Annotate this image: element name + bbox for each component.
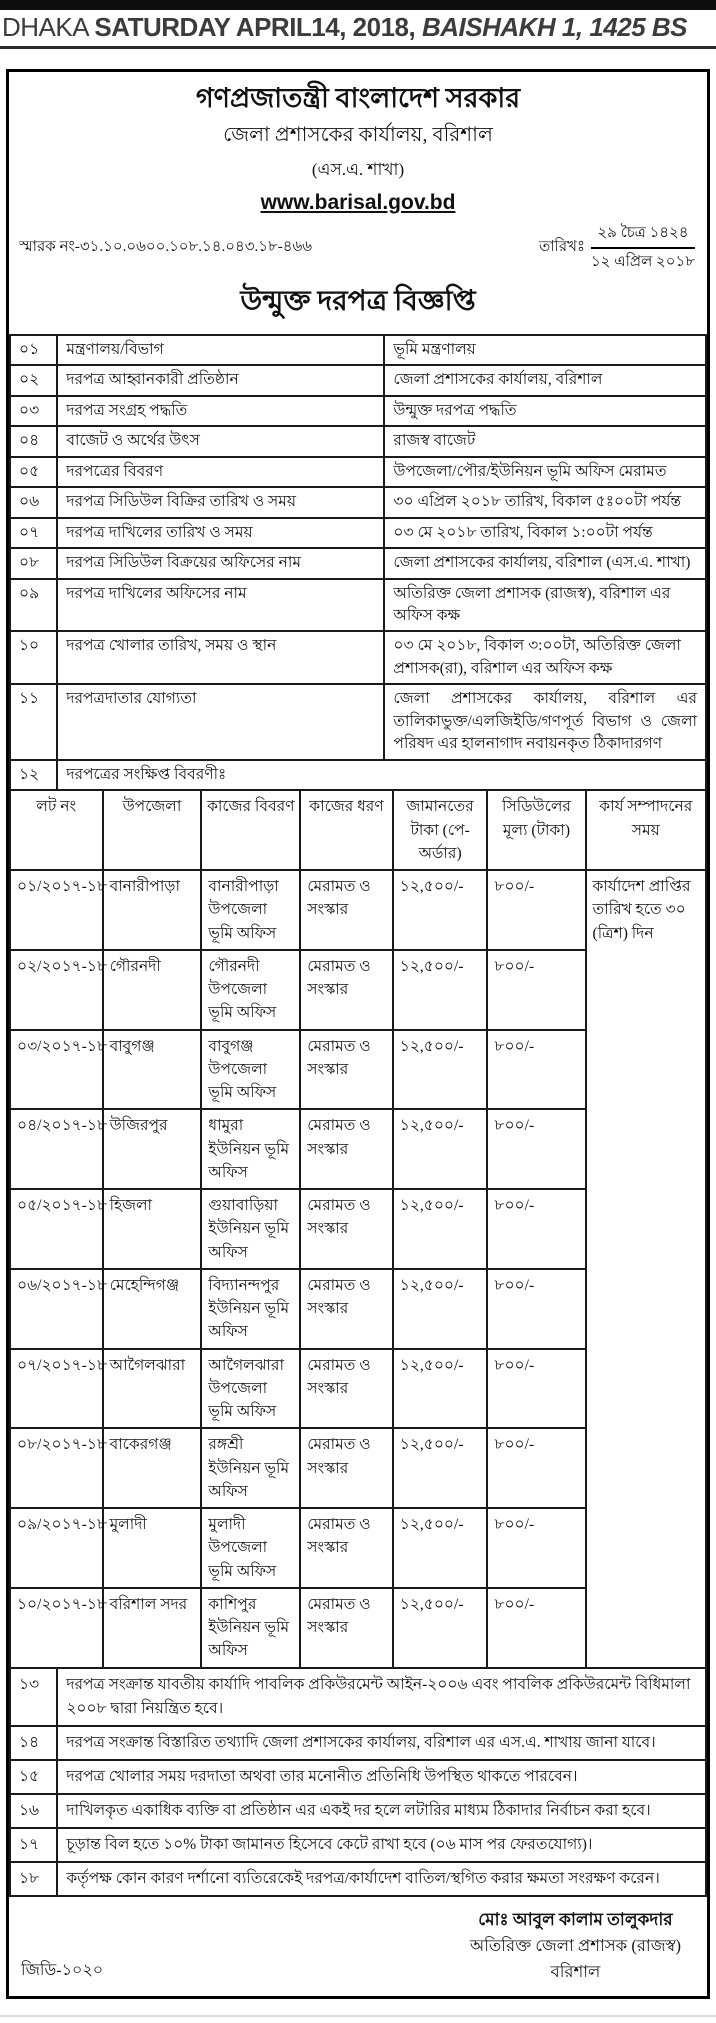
signatory-designation: অতিরিক্ত জেলা প্রশাসক (রাজস্ব) (469, 1935, 681, 1955)
row-label: দরপত্র আহ্বানকারী প্রতিষ্ঠান (57, 365, 384, 395)
signatory-name: মোঃ আবুল কালাম তালুকদার (478, 1909, 673, 1929)
tender-notice-document (6, 69, 710, 1999)
cell-upazila: বরিশাল সদর (103, 1588, 202, 1668)
cell-price: ৮০০/- (487, 1030, 585, 1110)
cell-price: ৮০০/- (487, 1109, 585, 1189)
cell-price: ৮০০/- (487, 1349, 585, 1429)
cell-security: ১২,৫০০/- (393, 950, 488, 1030)
header-schedule-price: সিডিউলের মূল্য (টাকা) (487, 790, 585, 870)
note-number: ১৬ (10, 1794, 57, 1828)
cell-upazila: মেহেন্দিগঞ্জ (103, 1269, 202, 1349)
cell-description: বাবুগঞ্জ উপজেলা ভূমি অফিস (201, 1030, 300, 1110)
row-value: জেলা প্রশাসকের কার্যালয়, বরিশাল (384, 365, 706, 395)
note-text: দরপত্র খোলার সময় দরদাতা অথবা তার মনোনীত প্রতিনিধি উপস্থিত থাকতে পারবেন। (57, 1760, 706, 1794)
row-value: ভূমি মন্ত্রণালয় (384, 335, 706, 365)
row-number: ১০ (10, 631, 57, 684)
cell-description: গুয়াবাড়িয়া ইউনিয়ন ভূমি অফিস (201, 1189, 300, 1269)
cell-upazila: আগৈলঝারা (103, 1349, 202, 1429)
cell-price: ৮০০/- (487, 1269, 585, 1349)
row-number: ০৯ (10, 579, 57, 632)
cell-work-type: মেরামত ও সংস্কার (300, 870, 393, 950)
cell-work-type: মেরামত ও সংস্কার (300, 1030, 393, 1110)
row-number: ১২ (10, 760, 57, 790)
notice-title: উন্মুক্ত দরপত্র বিজ্ঞপ্তি (240, 285, 476, 317)
cell-price: ৮০০/- (487, 950, 585, 1030)
table-row (10, 426, 706, 456)
row-value: ৩০ এপ্রিল ২০১৮ তারিখ, বিকাল ৫ঃ০০টা পর্যন্ত (384, 487, 706, 517)
cell-upazila: হিজলা (103, 1189, 202, 1269)
cell-description: ধামুরা ইউনিয়ন ভূমি অফিস (201, 1109, 300, 1189)
row-number: ০৭ (10, 518, 57, 548)
table-row (10, 870, 706, 950)
note-text: দরপত্র সংক্রান্ত যাবতীয় কার্যাদি পাবলিক প্রকিউরমেন্ট আইন-২০০৬ এবং পাবলিক প্রকিউরমেন্ট বিধিমালা ২০০৮ দ্বারা নিয়ন্ত্রিত হবে। (57, 1668, 706, 1726)
row-number: ০৩ (10, 396, 57, 426)
cell-work-type: মেরামত ও সংস্কার (300, 1508, 393, 1588)
row-number: ০১ (10, 335, 57, 365)
table-row (10, 457, 706, 487)
row-number: ১১ (10, 684, 57, 759)
cell-upazila: বানারীপাড়া (103, 870, 202, 950)
row-label: দরপত্র সিডিউল বিক্রির তারিখ ও সময় (57, 487, 384, 517)
gd-reference-number: জিডি-১০২০ (21, 1962, 104, 1980)
row-value: উন্মুক্ত দরপত্র পদ্ধতি (384, 396, 706, 426)
cell-lot-no: ০৫/২০১৭-১৮ (10, 1189, 103, 1269)
signatory-block (470, 1907, 681, 1984)
cell-work-type: মেরামত ও সংস্কার (300, 1588, 393, 1668)
cell-work-type: মেরামত ও সংস্কার (300, 1109, 393, 1189)
note-text: কর্তৃপক্ষ কোন কারণ দর্শানো ব্যতিরেকেই দরপত্র/কার্যাদেশ বাতিল/স্থগিত করার ক্ষমতা সংরক্ষণ করেন। (57, 1862, 706, 1896)
memo-date-row (9, 215, 707, 277)
cell-security: ১২,৫০০/- (393, 1428, 488, 1508)
cell-work-type: মেরামত ও সংস্কার (300, 1349, 393, 1429)
header-security-money: জামানতের টাকা (পে-অর্ডার) (393, 790, 488, 870)
date-block (539, 221, 695, 275)
date-fraction (591, 221, 695, 275)
note-text: দাখিলকৃত একাধিক ব্যক্তি বা প্রতিষ্ঠান এর একই দর হলে লটারির মাধ্যম ঠিকাদার নির্বাচন করা হবে। (57, 1794, 706, 1828)
page-bottom-divider (0, 2015, 716, 2023)
cell-lot-no: ০৭/২০১৭-১৮ (10, 1349, 103, 1429)
table-row (10, 548, 706, 578)
cell-work-type: মেরামত ও সংস্কার (300, 1269, 393, 1349)
table-row (10, 365, 706, 395)
cell-security: ১২,৫০০/- (393, 1109, 488, 1189)
masthead-city: DHAKA (2, 12, 88, 42)
row-label: বাজেট ও অর্থের উৎস (57, 426, 384, 456)
cell-price: ৮০০/- (487, 1508, 585, 1588)
row-value: উপজেলা/পৌর/ইউনিয়ন ভূমি অফিস মেরামত (384, 457, 706, 487)
note-text: চূড়ান্ত বিল হতে ১০% টাকা জামানত হিসেবে কেটে রাখা হবে (০৬ মাস পর ফেরতযোগ্য)। (57, 1828, 706, 1862)
table-row (10, 396, 706, 426)
row-label: দরপত্র খোলার তারিখ, সময় ও স্থান (57, 631, 384, 684)
cell-price: ৮০০/- (487, 1428, 585, 1508)
cell-upazila: বাকেরগঞ্জ (103, 1428, 202, 1508)
row-label: দরপত্রের সংক্ষিপ্ত বিবরণীঃ (57, 760, 706, 790)
cell-security: ১২,৫০০/- (393, 1269, 488, 1349)
cell-completion-time: কার্যাদেশ প্রাপ্তির তারিখ হতে ৩০ (ত্রিশ) দিন (586, 870, 706, 1668)
row-value: অতিরিক্ত জেলা প্রশাসক (রাজস্ব), বরিশাল এর অফিস কক্ষ (384, 579, 706, 632)
office-name: জেলা প্রশাসকের কার্যালয়, বরিশাল (223, 123, 493, 146)
conditions-table (9, 1667, 707, 1897)
table-row (10, 1862, 706, 1896)
row-number: ০৬ (10, 487, 57, 517)
signature-area (9, 1897, 707, 1996)
top-black-bar (0, 0, 716, 10)
table-header-row (10, 790, 706, 870)
row-label: দরপত্রের বিবরণ (57, 457, 384, 487)
row-number: ০৫ (10, 457, 57, 487)
cell-description: কাশিপুর ইউনিয়ন ভূমি অফিস (201, 1588, 300, 1668)
cell-price: ৮০০/- (487, 1189, 585, 1269)
cell-lot-no: ০৪/২০১৭-১৮ (10, 1109, 103, 1189)
row-value: জেলা প্রশাসকের কার্যালয়, বরিশাল এর তালিকাভুক্ত/এলজিইডি/গণপূর্ত বিভাগ ও জেলা পরিষদ এর হালনাগাদ নবায়নকৃত ঠিকাদারগণ (384, 684, 706, 759)
cell-description: গৌরনদী উপজেলা ভূমি অফিস (201, 950, 300, 1030)
signatory-district: বরিশাল (550, 1961, 601, 1981)
cell-work-type: মেরামত ও সংস্কার (300, 950, 393, 1030)
note-number: ১৭ (10, 1828, 57, 1862)
note-text: দরপত্র সংক্রান্ত বিস্তারিত তথ্যাদি জেলা প্রশাসকের কার্যালয়, বরিশাল এর এস.এ. শাখায় জানা যাবে। (57, 1726, 706, 1760)
table-row (10, 631, 706, 684)
row-value: রাজস্ব বাজেট (384, 426, 706, 456)
cell-lot-no: ০৯/২০১৭-১৮ (10, 1508, 103, 1588)
cell-lot-no: ০১/২০১৭-১৮ (10, 870, 103, 950)
cell-security: ১২,৫০০/- (393, 1508, 488, 1588)
cell-upazila: মুলাদী (103, 1508, 202, 1588)
row-number: ০৮ (10, 548, 57, 578)
cell-work-type: মেরামত ও সংস্কার (300, 1428, 393, 1508)
cell-security: ১২,৫০০/- (393, 1588, 488, 1668)
newspaper-masthead (0, 10, 716, 49)
table-row (10, 1726, 706, 1760)
cell-price: ৮০০/- (487, 870, 585, 950)
branch-name: (এস.এ. শাখা) (311, 159, 405, 179)
row-label: দরপত্র সংগ্রহ পদ্ধতি (57, 396, 384, 426)
table-row (10, 335, 706, 365)
date-label: তারিখঃ (538, 239, 585, 256)
cell-security: ১২,৫০০/- (393, 870, 488, 950)
masthead-date-en: SATURDAY APRIL14, 2018, (94, 12, 416, 42)
cell-lot-no: ০৩/২০১৭-১৮ (10, 1030, 103, 1110)
lot-details-table (9, 789, 707, 1668)
cell-work-type: মেরামত ও সংস্কার (300, 1189, 393, 1269)
header-completion-time: কার্য সম্পাদনের সময় (586, 790, 706, 870)
date-bangla-calendar: ২৯ চৈত্র ১৪২৪ (591, 221, 695, 249)
cell-upazila: বাবুগঞ্জ (103, 1030, 202, 1110)
table-row (10, 1828, 706, 1862)
table-row (10, 684, 706, 759)
table-row (10, 1794, 706, 1828)
table-row (10, 760, 706, 790)
header-work-description: কাজের বিবরণ (201, 790, 300, 870)
cell-lot-no: ১০/২০১৭-১৮ (10, 1588, 103, 1668)
cell-upazila: গৌরনদী (103, 950, 202, 1030)
table-row (10, 1760, 706, 1794)
row-value: ০৩ মে ২০১৮ তারিখ, বিকাল ১:০০টা পর্যন্ত (384, 518, 706, 548)
table-row (10, 579, 706, 632)
cell-security: ১২,৫০০/- (393, 1030, 488, 1110)
row-label: দরপত্র দাখিলের অফিসের নাম (57, 579, 384, 632)
table-row (10, 1668, 706, 1726)
date-gregorian-calendar: ১২ এপ্রিল ২০১৮ (590, 253, 695, 270)
government-title: গণপ্রজাতন্ত্রী বাংলাদেশ সরকার (195, 83, 521, 113)
tender-info-table (9, 334, 707, 792)
cell-description: আগৈলঝারা উপজেলা ভূমি অফিস (201, 1349, 300, 1429)
row-number: ০৪ (10, 426, 57, 456)
cell-lot-no: ০৬/২০১৭-১৮ (10, 1269, 103, 1349)
row-number: ০২ (10, 365, 57, 395)
header-lot-no: লট নং (10, 790, 103, 870)
row-label: দরপত্র সিডিউল বিক্রয়ের অফিসের নাম (57, 548, 384, 578)
cell-description: বিদ্যানন্দপুর ইউনিয়ন ভূমি অফিস (201, 1269, 300, 1349)
header-upazila: উপজেলা (103, 790, 202, 870)
cell-description: রঙ্গশ্রী ইউনিয়ন ভূমি অফিস (201, 1428, 300, 1508)
table-row (10, 487, 706, 517)
cell-lot-no: ০২/২০১৭-১৮ (10, 950, 103, 1030)
cell-upazila: উজিরপুর (103, 1109, 202, 1189)
cell-price: ৮০০/- (487, 1588, 585, 1668)
cell-description: বানারীপাড়া উপজেলা ভূমি অফিস (201, 870, 300, 950)
row-label: দরপত্রদাতার যোগ্যতা (57, 684, 384, 759)
cell-security: ১২,৫০০/- (393, 1189, 488, 1269)
table-row (10, 518, 706, 548)
cell-lot-no: ০৮/২০১৭-১৮ (10, 1428, 103, 1508)
note-number: ১৪ (10, 1726, 57, 1760)
note-number: ১৮ (10, 1862, 57, 1896)
cell-security: ১২,৫০০/- (393, 1349, 488, 1429)
website-url: www.barisal.gov.bd (260, 190, 456, 214)
masthead-date-bs: BAISHAKH 1, 1425 BS (421, 12, 688, 42)
row-label: দরপত্র দাখিলের তারিখ ও সময় (57, 518, 384, 548)
row-label: মন্ত্রণালয়/বিভাগ (57, 335, 384, 365)
row-value: জেলা প্রশাসকের কার্যালয়, বরিশাল (এস.এ. শাখা) (384, 548, 706, 578)
note-number: ১৩ (10, 1668, 57, 1726)
header-work-type: কাজের ধরণ (300, 790, 393, 870)
note-number: ১৫ (10, 1760, 57, 1794)
cell-description: মুলাদী উপজেলা ভূমি অফিস (201, 1508, 300, 1588)
row-value: ০৩ মে ২০১৮, বিকাল ৩:০০টা, অতিরিক্ত জেলা প্রশাসক(রা), বরিশাল এর অফিস কক্ষ (384, 631, 706, 684)
memo-number: স্মারক নং-৩১.১০.০৬০০.১০৮.১৪.০৪৩.১৮-৪৬৬ (19, 239, 312, 256)
